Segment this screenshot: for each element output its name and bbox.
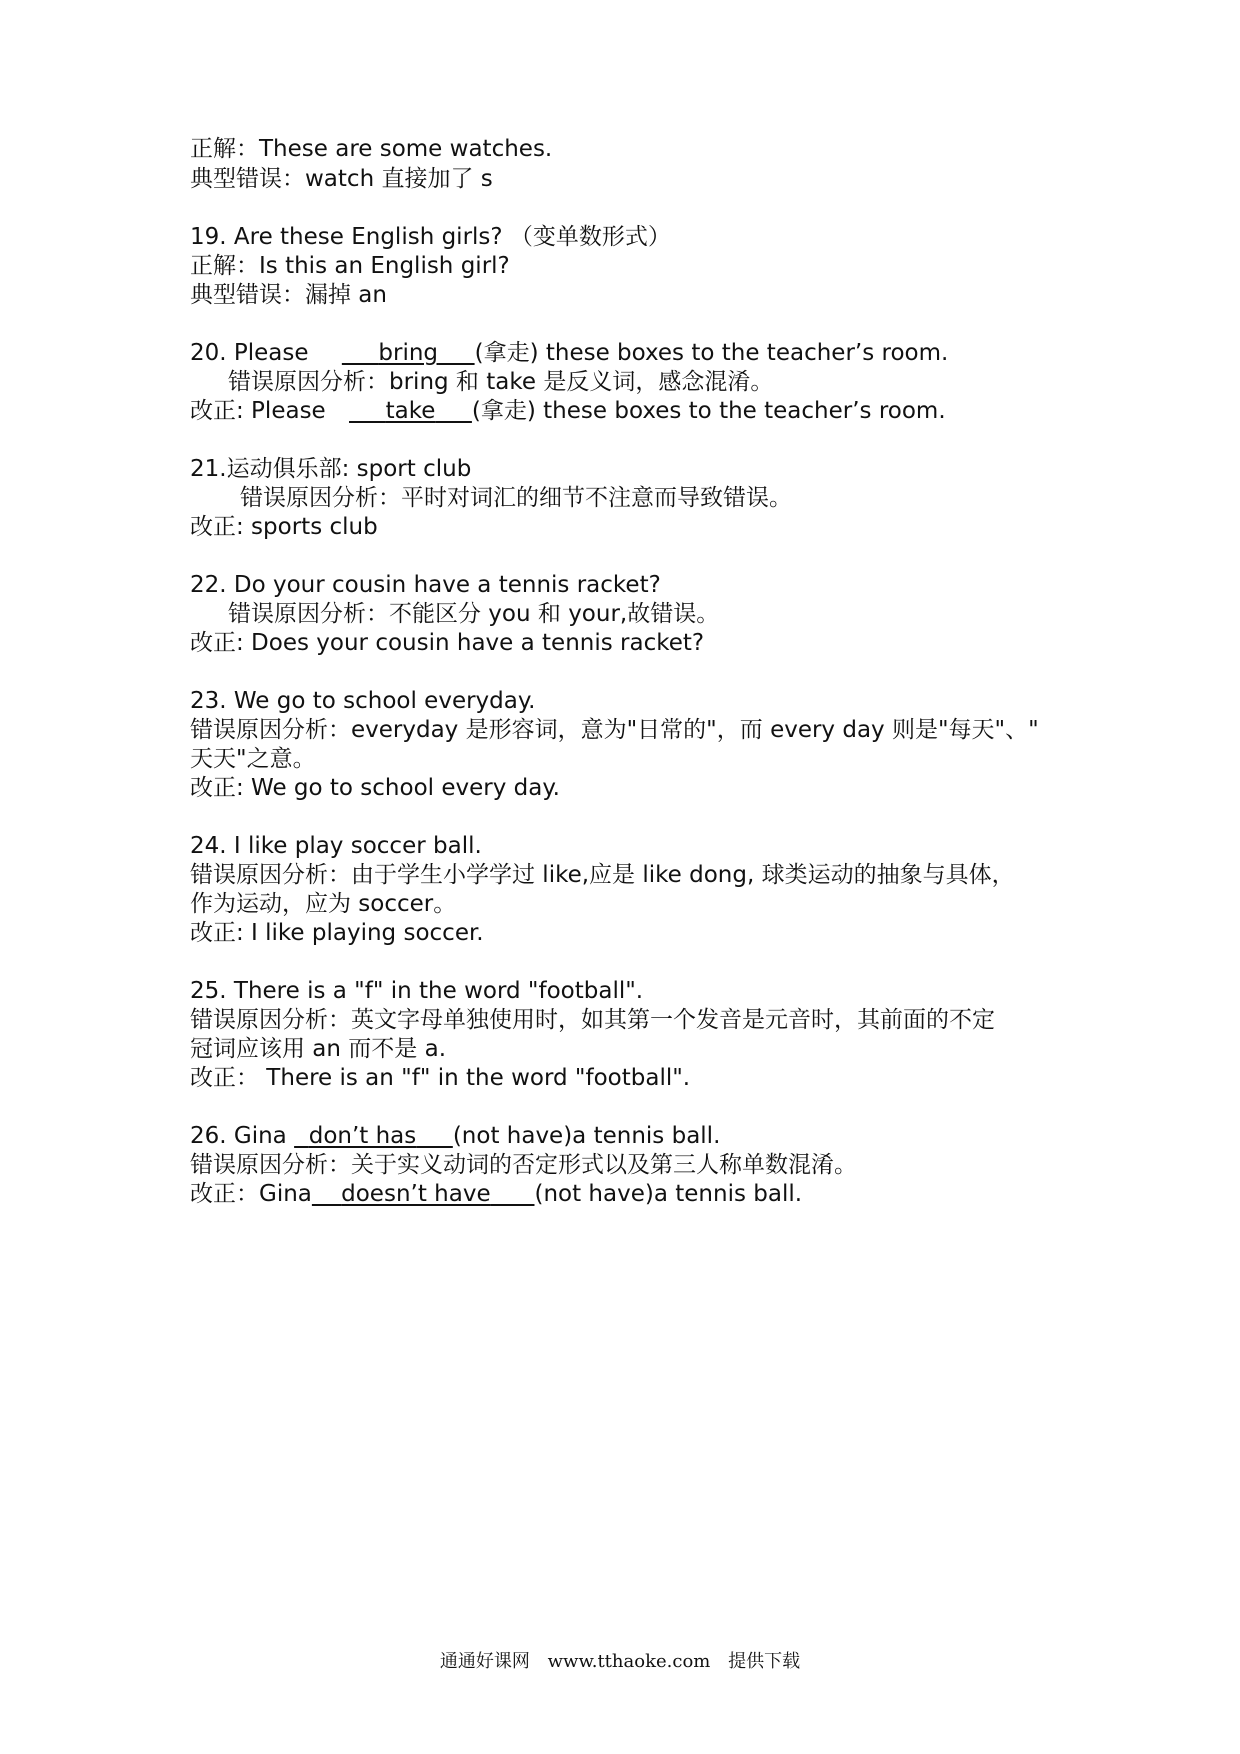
error-analysis-line: 错误原因分析：平时对词汇的细节不注意而导致错误。 [240,485,792,511]
question-24: 24. I like play soccer ball. [190,833,482,859]
question-26 [190,1121,720,1151]
error-analysis-line: 错误原因分析：bring 和 take 是反义词，感念混淆。 [228,369,774,395]
fill-blank-answer: bring [378,340,439,366]
question-22: 22. Do your cousin have a tennis racket? [190,572,661,598]
error-analysis-line: 错误原因分析：英文字母单独使用时，如其第一个发音是元音时，其前面的不定 [190,1007,995,1033]
footer-site-name: 通通好课网 [439,1651,530,1672]
question-suffix: (not have)a tennis ball. [452,1123,721,1149]
correction-line [190,1179,802,1209]
footer-download-text: 提供下载 [728,1651,801,1672]
question-25: 25. There is a "f" in the word "football". [190,978,644,1004]
correction-prefix: 改正：Gina [190,1181,312,1207]
error-analysis-line: 错误原因分析：不能区分 you 和 your,故错误。 [228,601,720,627]
footer-url[interactable]: www.tthaoke.com [547,1651,711,1672]
answer-line: 正解：These are some watches. [190,136,553,162]
question-prefix: 26. Gina [190,1123,295,1149]
question-prefix: 20. Please [190,340,316,366]
correction-line [190,396,946,426]
page-footer [0,1650,1240,1674]
fill-blank-answer: take [385,398,436,424]
error-analysis-line: 错误原因分析：everyday 是形容词，意为"日常的"，而 every day 则是"每天"、" [190,717,1039,743]
question-21: 21.运动俱乐部: sport club [190,456,472,482]
correction-line: 改正: sports club [190,514,378,540]
answer-line: 正解：Is this an English girl? [190,253,510,279]
question-19: 19. Are these English girls? （变单数形式） [190,224,671,250]
question-20 [190,338,948,368]
typical-error-line: 典型错误：watch 直接加了 s [190,166,493,192]
fill-blank-answer: doesn’t have [341,1181,491,1207]
correction-suffix: (拿走) these boxes to the teacher’s room. [471,398,946,424]
error-analysis-line: 作为运动，应为 soccer。 [190,891,457,917]
correction-line: 改正: We go to school every day. [190,775,560,801]
question-23: 23. We go to school everyday. [190,688,536,714]
typical-error-line: 典型错误：漏掉 an [190,282,387,308]
question-suffix: (拿走) these boxes to the teacher’s room. [474,340,949,366]
error-analysis-line: 天天"之意。 [190,746,316,772]
correction-line: 改正： There is an "f" in the word "football". [190,1065,691,1091]
correction-prefix: 改正: Please [190,398,334,424]
correction-line: 改正: I like playing soccer. [190,920,484,946]
error-analysis-line: 错误原因分析：由于学生小学学过 like,应是 like dong, 球类运动的抽象与具体， [190,862,1015,888]
correction-line: 改正: Does your cousin have a tennis racket? [190,630,705,656]
fill-blank-answer: don’t has [308,1123,417,1149]
error-analysis-line: 错误原因分析：关于实义动词的否定形式以及第三人称单数混淆。 [190,1152,857,1178]
correction-suffix: (not have)a tennis ball. [534,1181,803,1207]
error-analysis-line: 冠词应该用 an 而不是 a. [190,1036,447,1062]
